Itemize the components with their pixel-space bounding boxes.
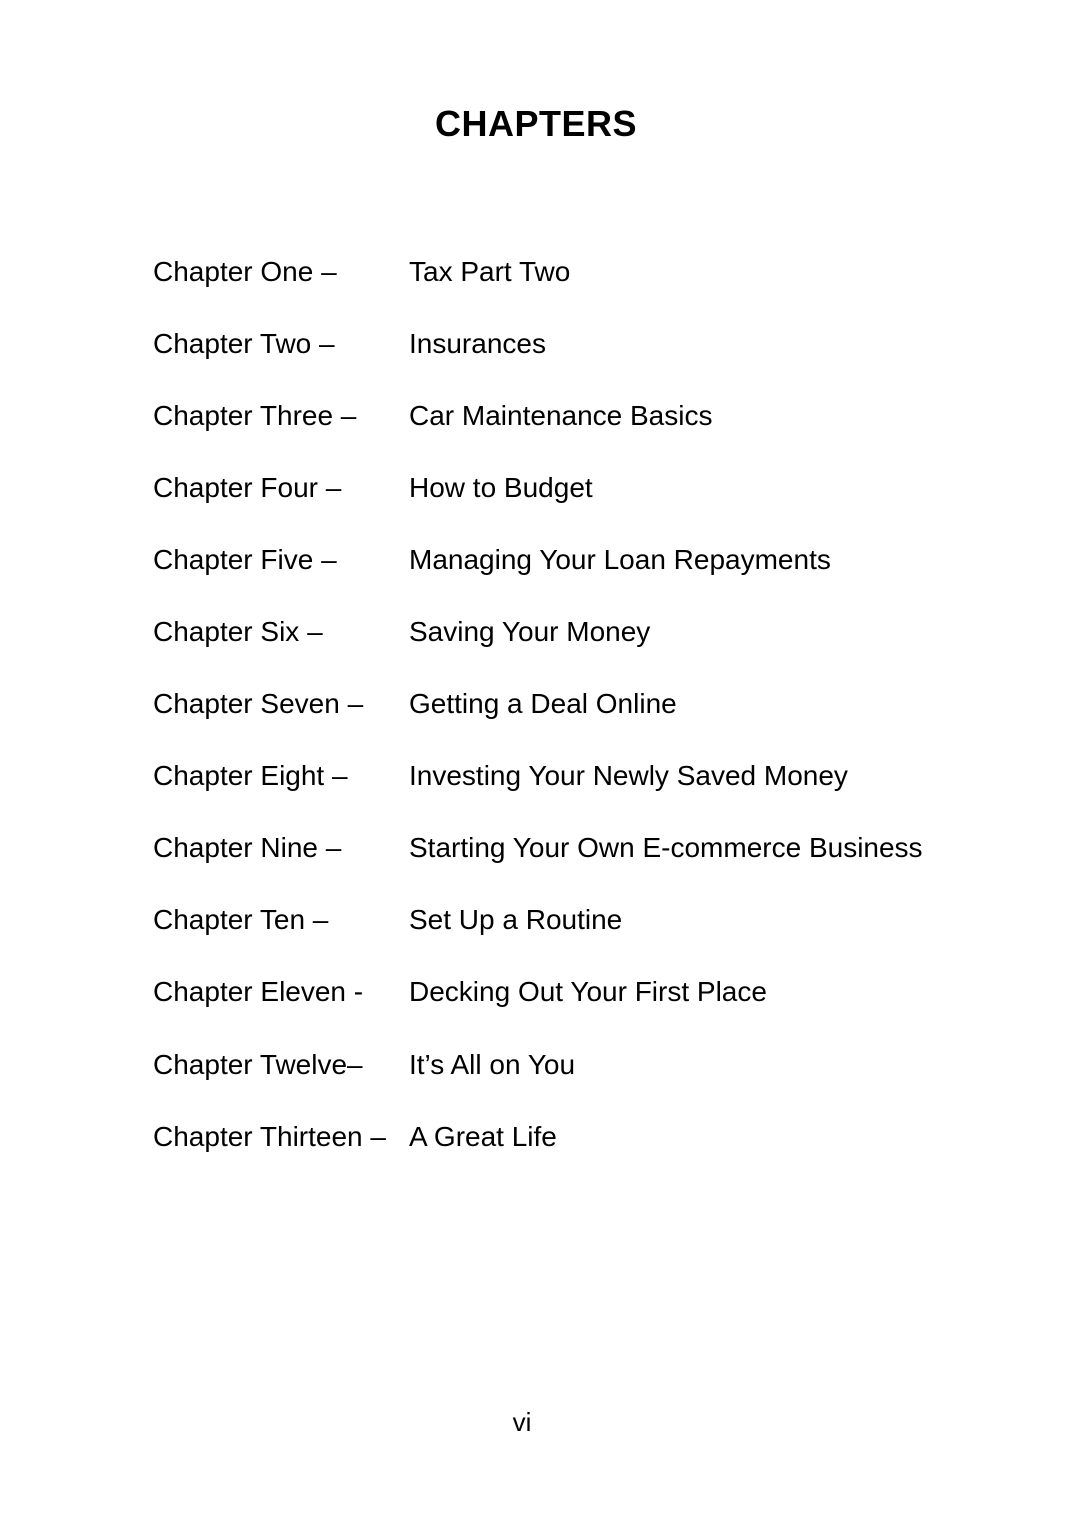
chapter-title: Insurances bbox=[409, 328, 546, 359]
chapter-number: Chapter Four – bbox=[153, 472, 342, 503]
chapter-title: A Great Life bbox=[409, 1121, 557, 1152]
chapter-entry bbox=[153, 680, 1013, 728]
chapter-number: Chapter Twelve– bbox=[153, 1049, 363, 1080]
chapter-entry bbox=[153, 464, 1013, 512]
chapter-title: Saving Your Money bbox=[409, 616, 651, 647]
page-title: CHAPTERS bbox=[434, 103, 638, 144]
chapter-entry bbox=[153, 896, 1013, 944]
chapter-entry bbox=[153, 248, 1013, 296]
chapter-entry bbox=[153, 1113, 1013, 1161]
chapter-number: Chapter Ten – bbox=[153, 904, 329, 935]
chapter-title: Managing Your Loan Repayments bbox=[409, 544, 831, 575]
chapter-number: Chapter Three – bbox=[153, 400, 357, 431]
chapter-number: Chapter Two – bbox=[153, 328, 335, 359]
chapter-entry bbox=[153, 1041, 1013, 1089]
chapter-number: Chapter Five – bbox=[153, 544, 337, 575]
chapter-entry bbox=[153, 968, 1013, 1016]
chapter-title: Starting Your Own E-commerce Business bbox=[409, 832, 923, 863]
chapter-entry bbox=[153, 608, 1013, 656]
chapter-number: Chapter Eight – bbox=[153, 760, 348, 791]
chapter-number: Chapter Nine – bbox=[153, 832, 342, 863]
chapter-number: Chapter Six – bbox=[153, 616, 323, 647]
chapter-title: Tax Part Two bbox=[409, 256, 571, 287]
chapter-number: Chapter One – bbox=[153, 256, 337, 287]
chapter-title: Getting a Deal Online bbox=[409, 688, 677, 719]
chapter-title: Car Maintenance Basics bbox=[409, 400, 713, 431]
chapter-entry bbox=[153, 320, 1013, 368]
chapter-entry bbox=[153, 824, 1013, 872]
chapter-entry bbox=[153, 752, 1013, 800]
chapter-title: Decking Out Your First Place bbox=[409, 976, 767, 1007]
chapter-number: Chapter Eleven - bbox=[153, 976, 364, 1007]
chapter-entry bbox=[153, 392, 1013, 440]
chapter-entry bbox=[153, 536, 1013, 584]
chapter-title: How to Budget bbox=[409, 472, 593, 503]
chapter-title: Investing Your Newly Saved Money bbox=[409, 760, 848, 791]
chapter-title: Set Up a Routine bbox=[409, 904, 623, 935]
chapter-number: Chapter Seven – bbox=[153, 688, 364, 719]
chapter-number: Chapter Thirteen – bbox=[153, 1121, 386, 1152]
page-number: vi bbox=[512, 1407, 532, 1437]
chapter-title: It’s All on You bbox=[409, 1049, 576, 1080]
